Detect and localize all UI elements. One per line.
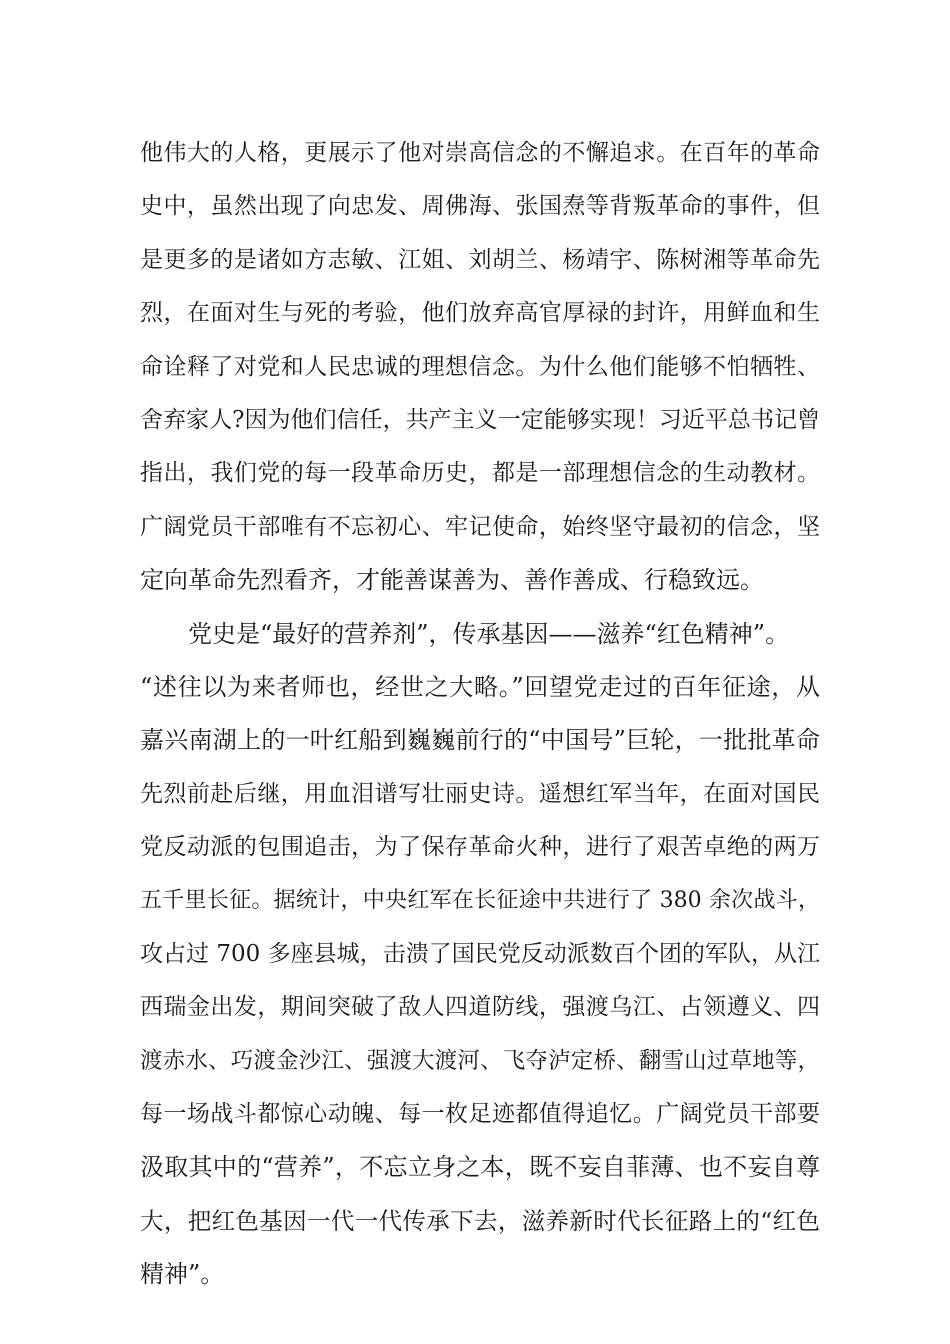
text-line: 精神”。: [140, 1260, 225, 1289]
text-line: 党反动派的包围追击，为了保存革命火种，进行了艰苦卓绝的两万: [140, 834, 820, 861]
text-line: 舍弃家人?因为他们信任，共产主义一定能够实现！习近平总书记曾: [140, 406, 820, 433]
text-line: 每一场战斗都惊心动魄、每一枚足迹都值得追忆。广阔党员干部要: [140, 1101, 820, 1128]
text-line: 五千里长征。据统计，中央红军在长征途中共进行了 380 余次战斗，: [140, 888, 820, 914]
text-line: 他伟大的人格，更展示了他对崇高信念的不懈追求。在百年的革命: [140, 140, 820, 166]
text-line: 大，把红色基因一代一代传承下去，滋养新时代长征路上的“红色: [140, 1206, 820, 1235]
text-line: 党史是“最好的营养剂”，传承基因——滋养“红色精神”。: [188, 619, 790, 648]
text-line: 定向革命先烈看齐，才能善谋善为、善作善成、行稳致远。: [140, 566, 764, 595]
text-line: 命诠释了对党和人民忠诚的理想信念。为什么他们能够不怕牺牲、: [140, 353, 820, 380]
text-line: 广阔党员干部唯有不忘初心、牢记使命，始终坚守最初的信念，坚: [140, 513, 820, 540]
text-line: 先烈前赴后继，用血泪谱写壮丽史诗。遥想红军当年，在面对国民: [140, 780, 820, 807]
text-line: 汲取其中的“营养”，不忘立身之本，既不妄自菲薄、也不妄自尊: [140, 1153, 820, 1182]
text-line: 嘉兴南湖上的一叶红船到巍巍前行的“中国号”巨轮，一批批革命: [140, 726, 820, 755]
text-line: 是更多的是诸如方志敏、江姐、刘胡兰、杨靖宇、陈树湘等革命先: [140, 246, 820, 273]
text-line: “述往以为来者师也，经世之大略。”回望党走过的百年征途，从: [140, 672, 820, 701]
text-line: 攻占过 700 多座县城，击溃了国民党反动派数百个团的军队，从江: [140, 940, 820, 967]
text-line: 指出，我们党的每一段革命历史，都是一部理想信念的生动教材。: [140, 460, 820, 487]
text-line: 渡赤水、巧渡金沙江、强渡大渡河、飞夺泸定桥、翻雪山过草地等，: [140, 1047, 820, 1074]
text-line: 史中，虽然出现了向忠发、周佛海、张国焘等背叛革命的事件，但: [140, 193, 820, 220]
body-text: [140, 127, 820, 1302]
text-line: 西瑞金出发，期间突破了敌人四道防线，强渡乌江、占领遵义、四: [140, 994, 820, 1021]
text-line: 烈，在面对生与死的考验，他们放弃高官厚禄的封许，用鲜血和生: [140, 300, 820, 327]
